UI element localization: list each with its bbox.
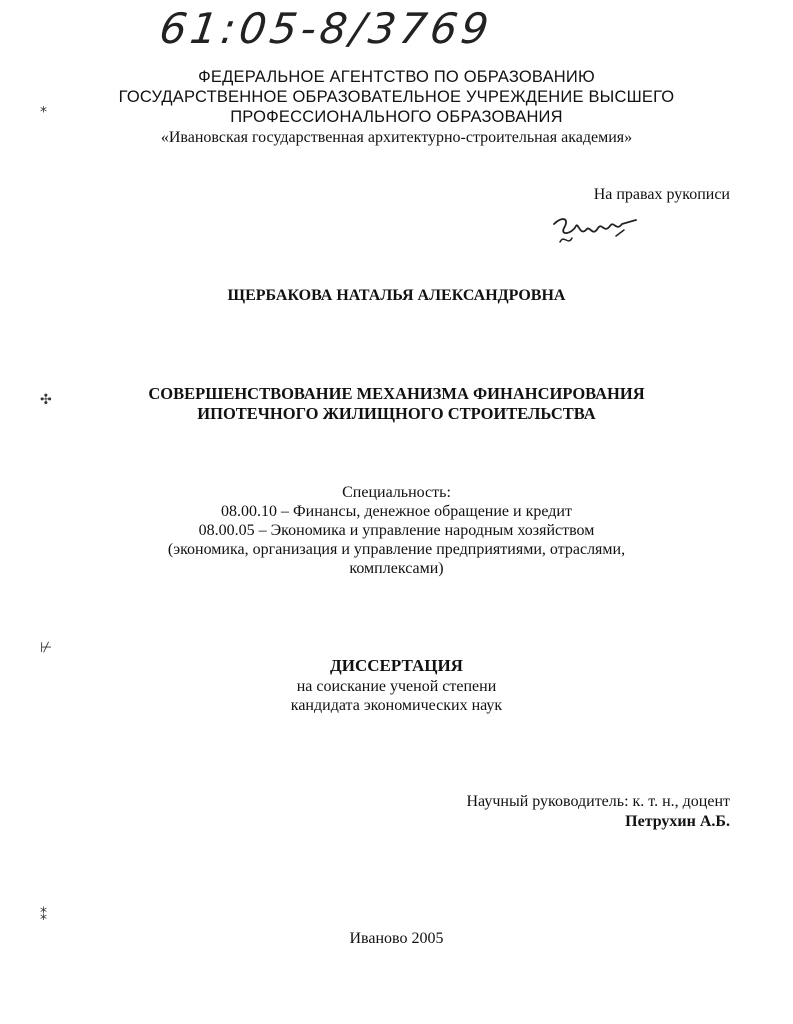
specialty-line-4: комплексами) — [349, 560, 444, 577]
agency-line-2: ГОСУДАРСТВЕННОЕ ОБРАЗОВАТЕЛЬНОЕ УЧРЕЖДЕНИЕ ВЫСШЕГО — [118, 88, 675, 106]
dissertation-degree-line-1: на соискание ученой степени — [296, 678, 497, 695]
specialty-line-2: 08.00.05 – Экономика и управление народным хозяйством — [198, 522, 595, 539]
margin-mark-icon: ⊬ — [40, 640, 53, 656]
advisor-name: Петрухин А.Б. — [625, 813, 730, 830]
advisor-label: Научный руководитель: к. т. н., доцент — [466, 793, 730, 810]
agency-line-1: ФЕДЕРАЛЬНОЕ АГЕНТСТВО ПО ОБРАЗОВАНИЮ — [198, 68, 595, 86]
dissertation-degree-line-2: кандидата экономических наук — [290, 697, 503, 714]
title-line-1: СОВЕРШЕНСТВОВАНИЕ МЕХАНИЗМА ФИНАНСИРОВАНИЯ — [148, 384, 645, 403]
author-name: ЩЕРБАКОВА НАТАЛЬЯ АЛЕКСАНДРОВНА — [227, 287, 566, 304]
agency-line-3: ПРОФЕССИОНАЛЬНОГО ОБРАЗОВАНИЯ — [230, 108, 563, 126]
margin-mark-icon: ⁑ — [40, 908, 47, 924]
specialty-label: Специальность: — [342, 484, 451, 501]
academy-name: «Ивановская государственная архитектурно-строительная академия» — [160, 129, 633, 146]
title-line-2: ИПОТЕЧНОГО ЖИЛИЩНОГО СТРОИТЕЛЬСТВА — [197, 404, 596, 423]
margin-mark-icon: ⁎ — [40, 100, 47, 116]
margin-mark-icon: ✣ — [40, 392, 52, 408]
specialty-line-3: (экономика, организация и управление предприятиями, отраслями, — [167, 541, 626, 558]
specialty-line-1: 08.00.10 – Финансы, денежное обращение и кредит — [221, 503, 572, 520]
city-year: Иваново 2005 — [349, 930, 444, 947]
signature-icon — [550, 212, 640, 259]
manuscript-note: На правах рукописи — [593, 186, 730, 203]
handwritten-archive-number: 61:05-8/3769 — [156, 4, 496, 53]
dissertation-heading: ДИССЕРТАЦИЯ — [330, 656, 463, 675]
